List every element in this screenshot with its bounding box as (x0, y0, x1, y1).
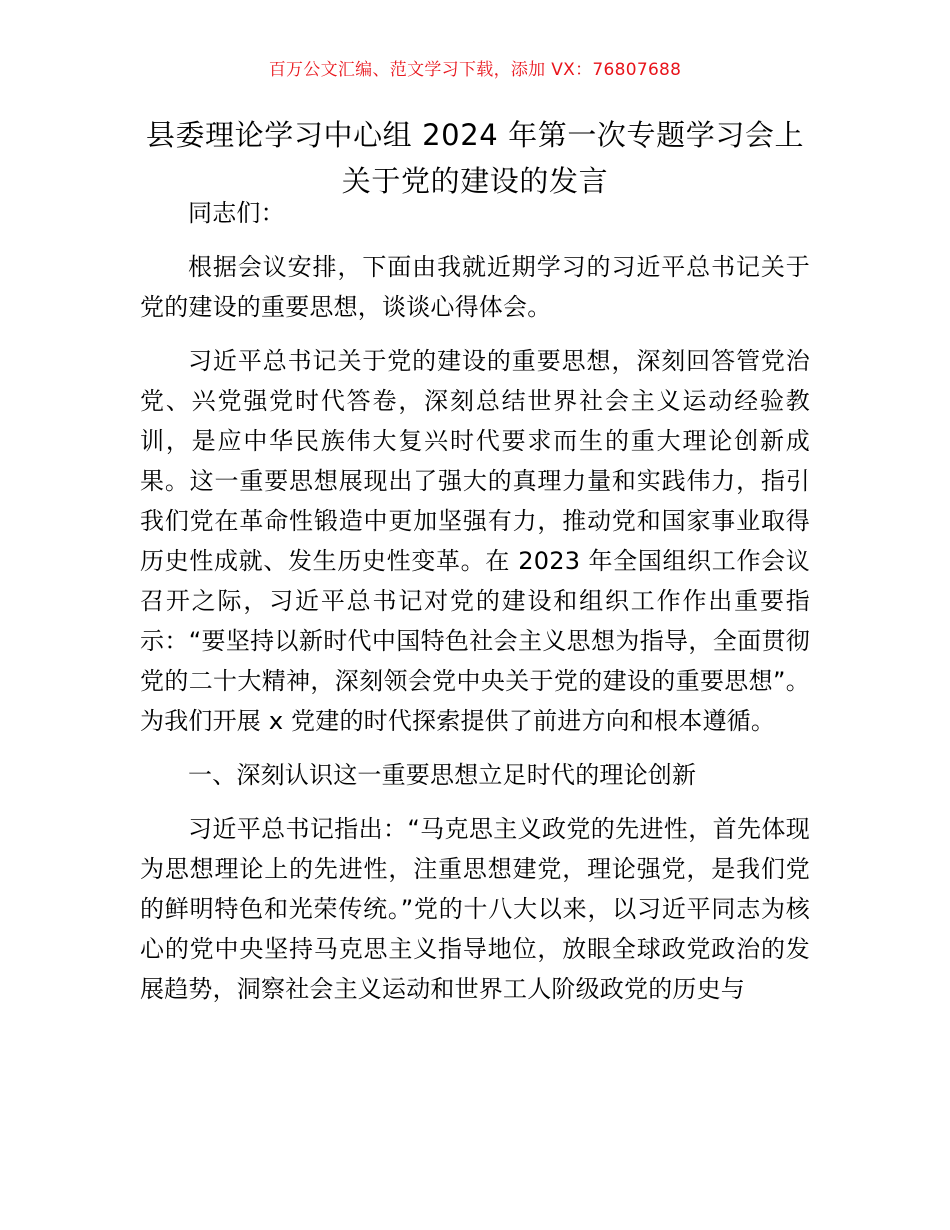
paragraph-section-1: 习近平总书记指出：“马克思主义政党的先进性，首先体现为思想理论上的先进性，注重思想建党，理论强党，是我们党的鲜明特色和光荣传统。”党的十八大以来，以习近平同志为核心的党中央坚持马克思主义指导地位，放眼全球政党政治的发展趋势，洞察社会主义运动和世界工人阶级政党的历史与 (140, 815, 810, 1003)
document-body (140, 193, 810, 1009)
paragraph-intro: 根据会议安排，下面由我就近期学习的习近平总书记关于党的建设的重要思想，谈谈心得体会。 (140, 253, 810, 321)
section-heading-1: 一、深刻认识这一重要思想立足时代的理论创新 (188, 761, 697, 789)
salutation: 同志们： (188, 199, 285, 227)
header-watermark-note: 百万公文汇编、范文学习下载，添加 VX：76807688 (268, 60, 682, 80)
paragraph-main: 习近平总书记关于党的建设的重要思想，深刻回答管党治党、兴党强党时代答卷，深刻总结世界社会主义运动经验教训，是应中华民族伟大复兴时代要求而生的重大理论创新成果。这一重要思想展现出了强大的真理力量和实践伟力，指引我们党在革命性锻造中更加坚强有力，推动党和国家事业取得历史性成就、发生历史性变革。在 2023 年全国组织工作会议召开之际，习近平总书记对党的建设和组织工作作出重要指示：“要坚持以新时代中国特色社会主义思想为指导，全面贯彻党的二十大精神，深刻领会党中央关于党的建设的重要思想”。为我们开展 x 党建的时代探索提供了前进方向和根本遵循。 (140, 347, 810, 735)
document-title: 县委理论学习中心组 2024 年第一次专题学习会上关于党的建设的发言 (145, 118, 805, 198)
